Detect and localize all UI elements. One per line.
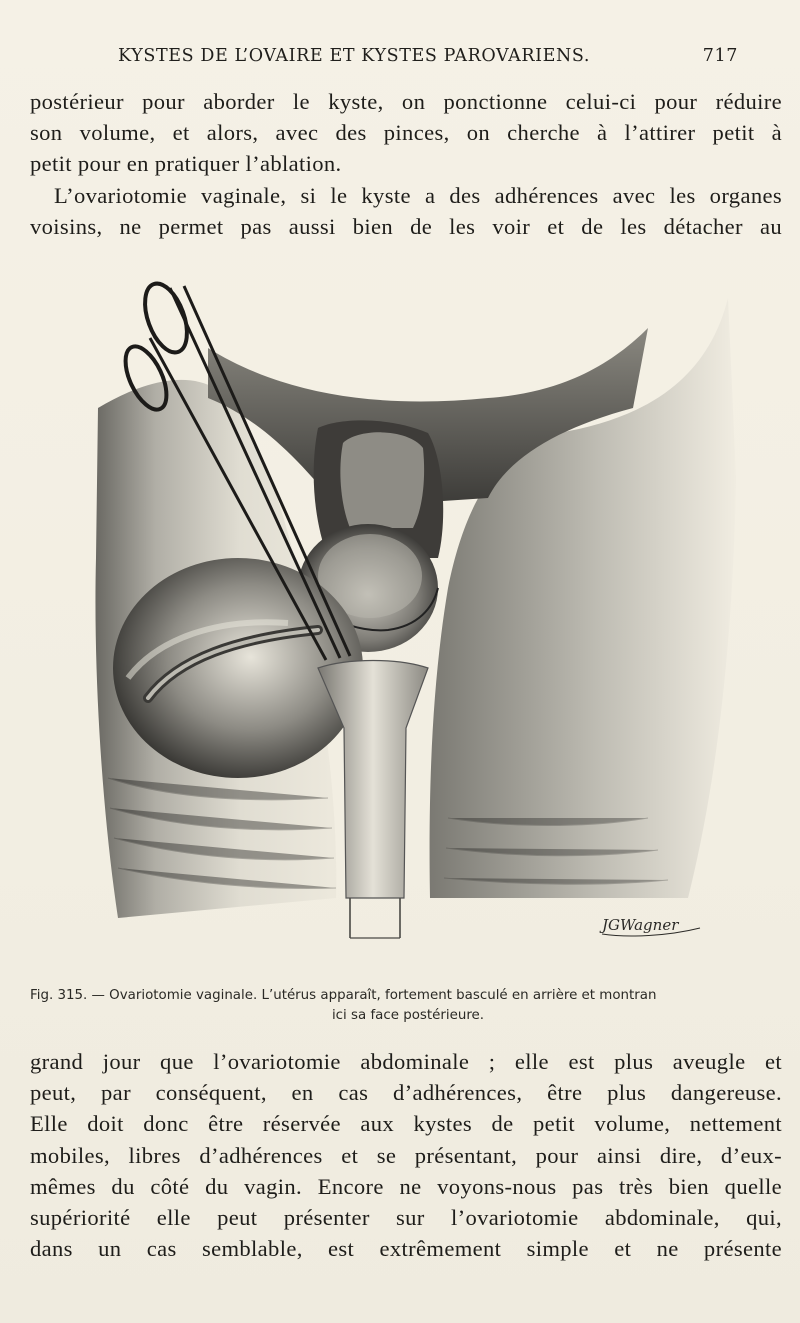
running-head [118,46,738,70]
figure-illustration [88,258,740,958]
text-line: mobiles, libres d’adhérences et se présentant, pour ainsi dire, d’eux- [30,1142,782,1168]
text-line: grand jour que l’ovariotomie abdominale ; elle est plus aveugle et [30,1049,782,1074]
text-line: voisins, ne permet pas aussi bien de les voir et de les détacher au [30,213,782,239]
figure-caption [30,986,786,1026]
text-line: mêmes du côté du vagin. Encore ne voyons-nous pas très bien quelle [30,1173,782,1199]
paragraph-bottom [30,1046,782,1264]
paragraph-top [30,86,782,242]
text-line: Elle doit donc être réservée aux kystes de petit volume, nettement [30,1111,782,1137]
text-line: L’ovariotomie vaginale, si le kyste a des adhérences avec les organes [54,182,782,208]
running-title: KYSTES DE L’OVAIRE ET KYSTES PAROVARIENS. [118,46,591,66]
engraver-signature: JGWagner [602,916,679,934]
text-line: peut, par conséquent, en cas d’adhérences, être plus dangereuse. [30,1080,782,1106]
anatomical-engraving [88,258,740,958]
caption-line: Fig. 315. — Ovariotomie vaginale. L’utérus apparaît, fortement basculé en arrière et montran [30,988,657,1003]
text-line: postérieur pour aborder le kyste, on ponctionne celui-ci pour réduire [30,89,782,114]
page-number: 717 [702,46,738,66]
text-line: supériorité elle peut présenter sur l’ovariotomie abdominale, qui, [30,1205,782,1231]
caption-line: ici sa face postérieure. [331,1008,485,1023]
text-line: dans un cas semblable, est extrêmement simple et ne présente [30,1236,782,1262]
text-line: son volume, et alors, avec des pinces, on cherche à l’attirer petit à [30,120,782,146]
text-line: petit pour en pratiquer l’ablation. [30,151,342,177]
